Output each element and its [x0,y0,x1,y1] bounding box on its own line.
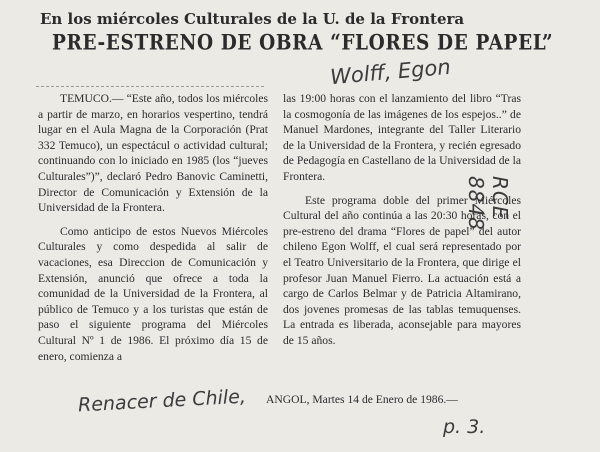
article-column-right [283,91,521,349]
handwritten-author-note: Wolff, Egon [329,54,452,90]
paragraph: TEMUCO.— “Este año, todos los miércoles a partir de marzo, en horarios vespertino, tendrá lugar en el Aula Magna de la Corporación (Prat 332 Temuco), un espectácul o actividad cultural; continuando con lo iniciado en 1985 (los “jueves Culturales”)”, declaró Pedro Banovic Caminetti, Director de Comunicación y Extensión de la Universidad de la Frontera. [38,92,268,215]
handwritten-catalog-code: RCE 8848 [464,176,512,231]
article-column-left [38,91,268,364]
paragraph: las 19:00 horas con el lanzamiento del libro “Tras la cosmogonía de las imágenes de los espejos..” de Manuel Mardones, integrante del Taller Literario de la Universidad de la Frontera, y recién egresado de Pedagogía en Castellano de la Universidad de la Frontera. [283,92,521,183]
paragraph: Como anticipo de estos Nuevos Miércoles Culturales y como despedida al salir de vacaciones, esa Direccion de Comunicación y Extensión, anunció que ofrece a toda la comunidad de la Universidad de la Frontera, al público de Temuco y a los turistas que están de paso el siguiente programa del Miércoles Cultural Nº 1 de 1986. El próximo día 15 de enero, comienza a [38,224,268,363]
kicker-headline: En los miércoles Culturales de la U. de la Frontera [40,10,465,28]
dashed-divider [36,86,264,87]
paragraph: Este programa doble del primer Miércoles Cultural del año continúa a las 20:30 horas, con el pre-estreno del drama “Flores de papel” del autor chileno Egon Wolff, el cual será representado por el Teatro Universitario de la Frontera, que dirige el profesor Juan Manuel Fierro. La actuación está a cargo de Carlos Belmar y de Patricia Altamirano, dos jovenes promesas de las tablas temuquenses. La entrada es liberada, aconsejable para mayores de 15 años. [283,193,521,347]
dateline: ANGOL, Martes 14 de Enero de 1986.— [266,393,458,406]
main-headline: PRE-ESTRENO DE OBRA “FLORES DE PAPEL” [52,31,554,56]
handwritten-source-note: Renacer de Chile, [77,385,247,417]
handwritten-page-note: p. 3. [443,416,486,438]
